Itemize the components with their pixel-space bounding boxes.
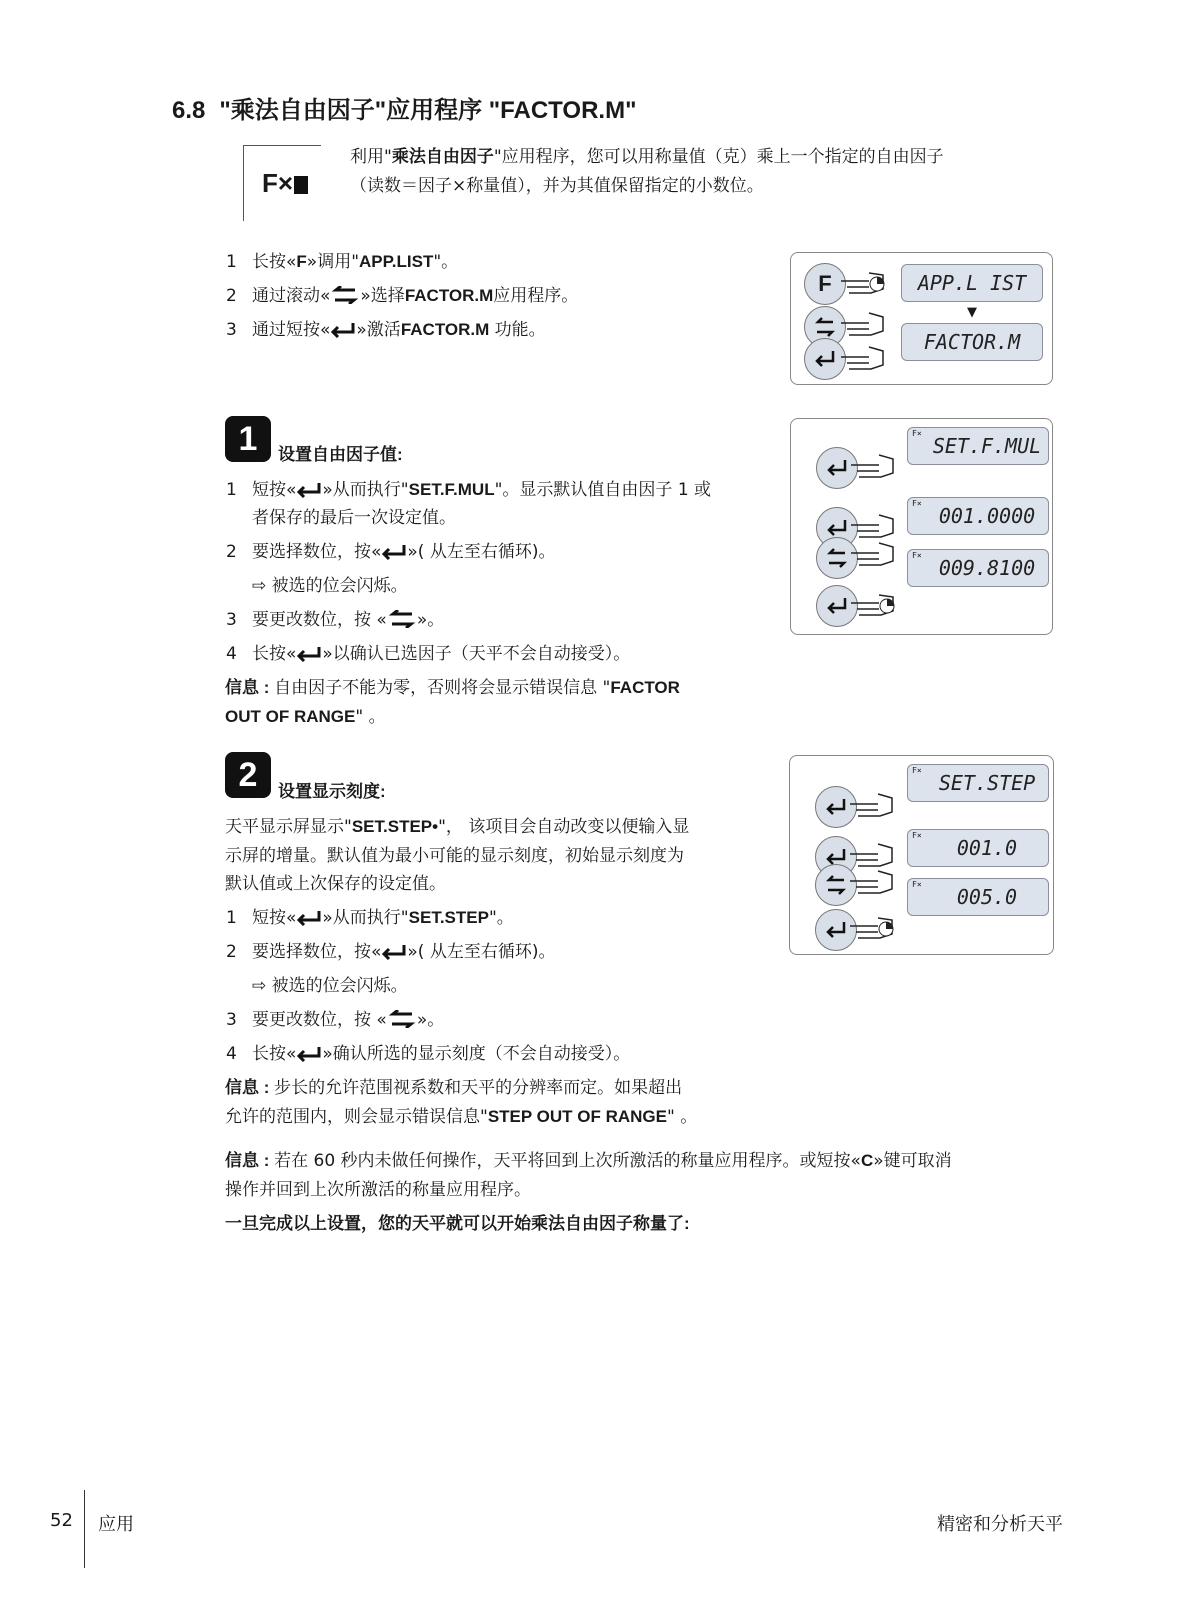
text: "。显示默认值自由因子 1 或 xyxy=(494,480,712,500)
section-title: 6.8 "乘法自由因子"应用程序 "FACTOR.M" xyxy=(172,97,637,124)
bold-text: OUT OF RANGE xyxy=(225,707,356,726)
press-hand-icon xyxy=(848,842,898,872)
figure-set-factor xyxy=(790,418,1053,635)
text: "。 xyxy=(433,252,459,272)
step-number: 2 xyxy=(226,942,237,962)
text-line xyxy=(225,706,386,728)
bold-text: 一旦完成以上设置，您的天平就可以开始乘法自由因子称量了: xyxy=(225,1214,690,1233)
text-line xyxy=(225,1150,952,1172)
text-line xyxy=(252,319,546,341)
footer-divider xyxy=(84,1490,85,1568)
bold-text: APP.LIST xyxy=(359,252,434,271)
bold-text: FACTOR.M xyxy=(400,320,490,339)
text: »选择 xyxy=(360,286,405,306)
text: ⇨ 被选的位会闪烁。 xyxy=(252,576,408,596)
bold-text: SET.F.MUL xyxy=(408,480,495,499)
text: 利用" xyxy=(350,147,392,167)
text: " 。 xyxy=(355,707,386,727)
scroll-key-icon xyxy=(387,610,417,630)
display-set-f-mul: F× SET.F.MUL xyxy=(907,427,1049,465)
text-line xyxy=(225,677,680,699)
text: 通过滚动« xyxy=(252,286,331,306)
text: 长按« xyxy=(252,1044,297,1064)
text: »从而执行" xyxy=(322,480,409,500)
text-line xyxy=(252,251,458,273)
section2-heading: 设置显示刻度: xyxy=(278,782,386,801)
text: 要更改数位，按 « xyxy=(252,1010,387,1030)
enter-key-icon xyxy=(381,942,407,962)
bold-text: 信息 : xyxy=(225,678,275,697)
step-number: 2 xyxy=(226,542,237,562)
text-line xyxy=(225,845,684,867)
text: 默认值或上次保存的设定值。 xyxy=(225,874,446,894)
text: »确认所选的显示刻度（不会自动接受）。 xyxy=(322,1044,631,1064)
bold-text: SET.STEP• xyxy=(351,817,439,836)
enter-key-icon xyxy=(296,644,322,664)
text: 要选择数位，按« xyxy=(252,542,382,562)
bold-text: F xyxy=(296,252,307,271)
step-number: 1 xyxy=(226,480,237,500)
text: 示屏的增量。默认值为最小可能的显示刻度，初始显示刻度为 xyxy=(225,846,684,866)
text-line xyxy=(225,1213,690,1235)
press-hand-icon xyxy=(839,345,889,375)
press-hand-icon xyxy=(849,541,899,571)
text: 长按« xyxy=(252,644,297,664)
step-number: 2 xyxy=(226,286,237,306)
press-hand-icon xyxy=(839,311,889,341)
step-badge-2: 2 xyxy=(225,752,271,798)
text: "， 该项目会自动改变以便输入显 xyxy=(438,817,690,837)
long-press-hand-icon xyxy=(839,269,889,299)
text: 短按« xyxy=(252,908,297,928)
text: ⇨ 被选的位会闪烁。 xyxy=(252,976,408,996)
text: »激活 xyxy=(356,320,401,340)
bold-text: 信息 : xyxy=(225,1078,275,1097)
press-hand-icon xyxy=(848,792,898,822)
text: 功能。 xyxy=(489,320,546,340)
text: »键可取消 xyxy=(873,1151,952,1171)
text: 天平显示屏显示" xyxy=(225,817,352,837)
factor-weight-icon: F× xyxy=(262,168,308,199)
text: 应用程序。 xyxy=(493,286,579,306)
text: 步长的允许范围视系数和天平的分辨率而定。如果超出 xyxy=(274,1078,683,1098)
step-number: 4 xyxy=(226,1044,237,1064)
bold-text: C xyxy=(860,1151,874,1170)
enter-key-icon xyxy=(296,1044,322,1064)
section1-heading: 设置自由因子值: xyxy=(278,445,403,464)
page-number: 52 xyxy=(50,1510,73,1531)
text: 允许的范围内，则会显示错误信息" xyxy=(225,1107,488,1127)
text: »以确认已选因子（天平不会自动接受）。 xyxy=(322,644,631,664)
text-line xyxy=(252,575,408,597)
text-line xyxy=(225,873,446,895)
display-step-digit-flash: F× 001.0 xyxy=(907,829,1049,867)
figure-app-select xyxy=(790,252,1053,385)
step-number: 1 xyxy=(226,252,237,272)
text-line xyxy=(252,285,578,307)
text-line xyxy=(252,541,555,563)
scroll-key-icon xyxy=(387,1010,417,1030)
long-press-hand-icon xyxy=(848,914,898,944)
text: »调用" xyxy=(306,252,360,272)
press-hand-icon xyxy=(848,869,898,899)
text: 操作并回到上次所激活的称量应用程序。 xyxy=(225,1180,531,1200)
text: " 。 xyxy=(666,1107,698,1127)
bold-text: SET.STEP xyxy=(408,908,489,927)
text-line xyxy=(350,175,764,197)
text-line xyxy=(252,907,514,929)
press-hand-icon xyxy=(849,513,899,543)
arrow-down-icon: ▼ xyxy=(967,305,977,320)
display-factor-digit-flash: F× 001.0000 xyxy=(907,497,1049,535)
text: 要更改数位，按 « xyxy=(252,610,387,630)
step-number: 3 xyxy=(226,610,237,630)
text: 自由因子不能为零，否则将会显示错误信息 " xyxy=(274,678,611,698)
text: 通过短按« xyxy=(252,320,331,340)
enter-key-icon xyxy=(381,542,407,562)
text-line xyxy=(225,1106,697,1128)
text: 短按« xyxy=(252,480,297,500)
bold-text: FACTOR xyxy=(610,678,680,697)
f-key: F xyxy=(804,263,846,305)
display-factor-value: F× 009.8100 xyxy=(907,549,1049,587)
text: 若在 60 秒内未做任何操作，天平将回到上次所激活的称量应用程序。或短按« xyxy=(274,1151,861,1171)
bold-text: FACTOR.M xyxy=(404,286,494,305)
text-line xyxy=(252,1043,630,1065)
display-set-step: F× SET.STEP xyxy=(907,764,1049,802)
chapter-name: 应用 xyxy=(98,1514,134,1535)
text: 者保存的最后一次设定值。 xyxy=(252,508,456,528)
display-step-value: F× 005.0 xyxy=(907,878,1049,916)
text: "应用程序，您可以用称量值（克）乘上一个指定的自由因子 xyxy=(493,147,944,167)
display-app-list: APP.L IST xyxy=(901,264,1043,302)
text: "。 xyxy=(488,908,514,928)
step-number: 3 xyxy=(226,1010,237,1030)
press-hand-icon xyxy=(849,453,899,483)
long-press-hand-icon xyxy=(849,591,899,621)
text: »( 从左至右循环)。 xyxy=(407,942,556,962)
text-line xyxy=(252,975,408,997)
step-number: 3 xyxy=(226,320,237,340)
scroll-key-icon xyxy=(330,286,360,306)
text: （读数＝因子×称量值），并为其值保留指定的小数位。 xyxy=(350,176,764,196)
text-line xyxy=(252,643,630,665)
text: »。 xyxy=(416,1010,445,1030)
bold-text: 乘法自由因子 xyxy=(391,147,494,166)
product-name: 精密和分析天平 xyxy=(937,1514,1063,1535)
text-line xyxy=(225,816,689,838)
text: »从而执行" xyxy=(322,908,409,928)
text: 要选择数位，按« xyxy=(252,942,382,962)
step-number: 1 xyxy=(226,908,237,928)
bold-text: STEP OUT OF RANGE xyxy=(487,1107,667,1126)
text: »。 xyxy=(416,610,445,630)
step-number: 4 xyxy=(226,644,237,664)
text-line xyxy=(252,941,555,963)
text-line xyxy=(225,1077,682,1099)
text-line xyxy=(252,507,456,529)
enter-key-icon xyxy=(296,908,322,928)
enter-key-icon xyxy=(296,480,322,500)
display-factor-m: FACTOR.M xyxy=(901,323,1043,361)
text-line xyxy=(225,1179,531,1201)
text: »( 从左至右循环)。 xyxy=(407,542,556,562)
bold-text: 信息 : xyxy=(225,1151,275,1170)
text-line xyxy=(350,146,944,168)
figure-set-step xyxy=(789,755,1054,955)
text-line xyxy=(252,609,444,631)
enter-key-icon xyxy=(330,320,356,340)
text-line xyxy=(252,1009,444,1031)
text: 长按« xyxy=(252,252,297,272)
step-badge-1: 1 xyxy=(225,416,271,462)
text-line xyxy=(252,479,711,501)
